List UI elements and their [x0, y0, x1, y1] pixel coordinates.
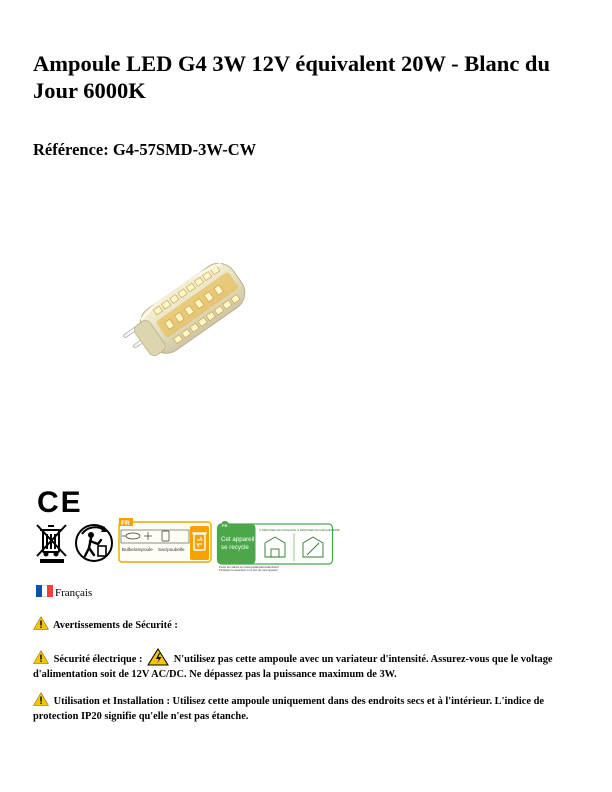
warning-icon	[33, 692, 49, 706]
svg-text:Cet appareil: Cet appareil	[221, 536, 255, 543]
weee-bin-icon	[34, 522, 70, 564]
installation-paragraph	[33, 692, 585, 724]
recycle-person-icon	[74, 522, 114, 564]
triman-sorting-logo	[118, 518, 212, 563]
electrical-safety-label: Sécurité électrique :	[53, 654, 143, 665]
safety-warnings-heading	[33, 616, 585, 633]
svg-text:À DÉPOSER EN DÉCHÈTERIE: À DÉPOSER EN DÉCHÈTERIE	[297, 528, 340, 532]
language-label	[36, 587, 92, 599]
svg-text:se recycle: se recycle	[221, 544, 249, 551]
svg-text:Privilégiez la réparation ou l: Privilégiez la réparation ou le don de votre appareil	[219, 569, 278, 572]
safety-warnings-heading-text: Avertissements de Sécurité :	[53, 620, 178, 631]
electrical-safety-paragraph	[33, 648, 585, 682]
svg-text:À DÉPOSER EN MAGASIN: À DÉPOSER EN MAGASIN	[259, 528, 297, 532]
installation-text: Utilisez cette ampoule uniquement dans des endroits secs et à l'intérieur. L'indice de protection IP20 signifie qu'elle n'est pas étanche.	[33, 696, 544, 722]
warning-icon	[33, 616, 49, 630]
svg-text:FR: FR	[222, 523, 228, 528]
electrical-safety-text: N'utilisez pas cette ampoule avec un variateur d'intensité. Assurez-vous que le voltage d'alimentation soit de 12V AC/DC. Ne dépassez pas la puissance maximum de 3W.	[33, 654, 553, 680]
electric-hazard-icon	[147, 648, 169, 666]
svg-text:CE: CE	[37, 486, 83, 519]
product-reference: Référence: G4-57SMD-3W-CW	[33, 140, 257, 159]
svg-text:Points de collecte sur www.que: Points de collecte sur www.quefairedemesdechets.fr	[219, 566, 280, 569]
language-text: Français	[55, 587, 93, 599]
page-title: Ampoule LED G4 3W 12V équivalent 20W - Blanc du Jour 6000K	[33, 51, 550, 103]
svg-text:Sac/poubelle: Sac/poubelle	[158, 547, 185, 552]
svg-text:FR: FR	[121, 520, 130, 527]
recycling-collection-logo	[217, 521, 340, 572]
product-image	[110, 240, 270, 380]
warning-icon	[33, 650, 49, 664]
svg-text:Bulbe/ampoule: Bulbe/ampoule	[122, 547, 153, 552]
installation-label: Utilisation et Installation :	[53, 696, 170, 707]
ce-mark-icon	[36, 486, 83, 519]
french-flag-icon	[36, 585, 53, 597]
